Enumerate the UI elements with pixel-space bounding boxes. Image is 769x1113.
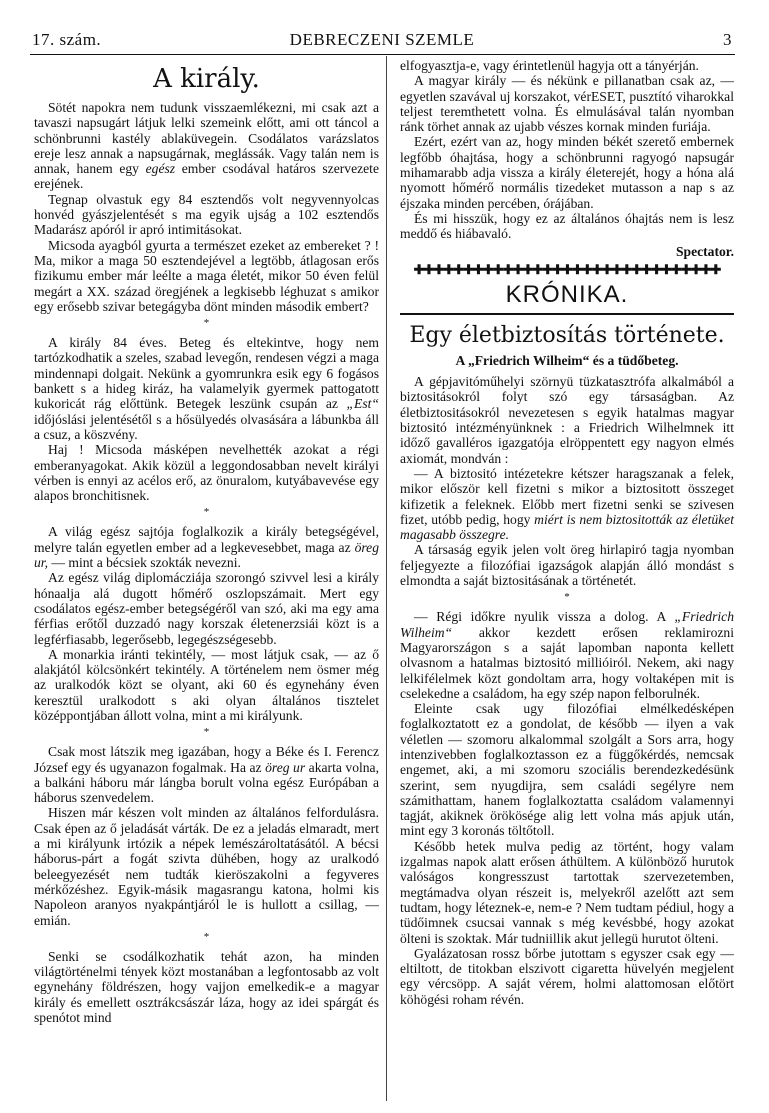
column-divider xyxy=(386,56,387,1101)
section-rule xyxy=(400,313,734,315)
signature: Spectator. xyxy=(675,243,734,259)
paragraph: És mi hisszük, hogy ez az általános óhajtás nem is lesz meddő és hiábavaló. xyxy=(400,210,734,242)
paragraph: Senki se csodálkozhatik tehát azon, ha minden világtörténelmi tények közt mostanában a legfontosabb az volt egynehány földrészen, hogy vajjon emelkedik-e a magyar király és emellett osztrákcsászár láza, hogy az idei spárgát és spenótot mind xyxy=(34,948,379,1026)
left-column xyxy=(34,58,379,1025)
paragraph: A gépjavitóműhelyi szörnyü tüzkatasztrófa alkalmából a biztositásokról folyt szó egy társaságban. Az életbiztositásokról nevezetesen s egyik hatalmas magyar biztositó intézményünknek : a Friedrich Wilhelmnek itt időző gavalléros igazgatója elröppentett egy nagyon elmés axiomát, mondván : xyxy=(400,374,734,466)
issue-number: 17. szám. xyxy=(32,30,102,49)
paragraph: A monarkia iránti tekintély, — most látjuk csak, — az ő alakjától kölcsönkért tekintély. A történelem nem ösmer még az uralkodók közt se olyant, aki 60 és egynehány éven keresztül uralkodott s aki olyan általános tisztelet középpontjában állott volna, mint a mi királyunk. xyxy=(34,646,379,723)
header-rule xyxy=(30,54,735,55)
page-number: 3 xyxy=(723,30,732,49)
page-header xyxy=(32,30,732,52)
section-title-kronika: KRÓNIKA. xyxy=(505,280,629,308)
paragraph: A világ egész sajtója foglalkozik a király betegségével, melyre talán egyetlen ember ad a legkevesebbet, maga az öreg ur, — mint a bécsiek szokták nevezni. xyxy=(34,524,379,571)
paragraph: Eleinte csak ugy filozófiai elmélkedésképen foglalkoztatott ez a gondolat, de később — ilyen a vak véletlen — szomoru alkalommal szolgált a Sors arra, hogy intenzivebben foglalkoztasson ez a függőkérdés, nemcsak engemet, aki, a mi szomoru szociális berendezkedésünk szerint, sem nyugdijra, sem családi segélyre nem számithattam, hanem foglalkoztatta családom valamennyi tagját, akiknek örökösége alig lett volna más apjuk után, mint egy 3 koronás töltőtoll. xyxy=(400,701,734,839)
section-star: * xyxy=(203,726,210,739)
article-subtitle: A „Friedrich Wilheim“ és a tüdőbeteg. xyxy=(455,352,679,368)
section-star: * xyxy=(203,506,210,519)
paragraph: Az egész világ diplomácziája szorongó szivvel lesi a király hónaalja alá dugott hőmérő oszlopszámait. Mert egy csodálatos egész-ember betegségéről van szó, aki ma egy ama férfias erőtől duzzadó nagy korszak életenerzsiái közt is a legférfiasabb, legerősebb, legegészségesebb. xyxy=(34,570,379,647)
section-star: * xyxy=(203,317,210,330)
paragraph: Csak most látszik meg igazában, hogy a Béke és I. Ferencz József egy és ugyanazon fogalmak. Ha az öreg ur akarta volna, a balkáni háboru már lángba borult volna egész Európában a háborus szenvedelem. xyxy=(34,744,379,806)
paragraph: Gyalázatosan rossz bőrbe jutottam s egyszer csak egy — eltiltott, de titokban elszivott cigaretta hüvelyén megjelent egy vércsöpp. A saját vérem, holmi alattomosan előtört köhögési roham révén. xyxy=(400,945,734,1007)
paragraph: A király 84 éves. Beteg és eltekintve, hogy nem tartózkodhatik a szeles, szabad levegőn, rendesen végzi a maga mindennapi dolgait. Nekünk a gyomrunkra esik egy 6 fogásos bankett s a hideg kiráz, ha valamelyik gyermek pattogatott kukoricát rág előttünk. Betegek leszünk csupán az „Est“ időjóslási jelentésétől s a hősülyedés olvasására a lábunkba áll a csuz, a köszvény. xyxy=(34,335,379,442)
paragraph: elfogyasztja-e, vagy érintetlenül hagyja ott a tányérján. xyxy=(400,58,699,73)
article-title-insurance: Egy életbiztosítás története. xyxy=(409,322,725,348)
paragraph: A társaság egyik jelen volt öreg hirlapiró tagja nyomban feljegyezte a filozófiai igazságok alapján álló mondást s elmondta a saját biztositásának a történetét. xyxy=(400,542,734,589)
cross-divider: ✚✚✚✚✚✚✚✚✚✚✚✚✚✚✚✚✚✚✚✚✚✚✚✚✚✚✚✚✚✚✚ xyxy=(413,262,721,277)
paragraph: Ezért, ezért van az, hogy minden békét szerető embernek legfőbb óhajtása, hogy a schönbrunni ragyogó napsugár mihamarabb adja vissza a király életerejét, hogy a hóna alá nyomott hőmérő normális tizedeket mutasson a nap s az éjszaka minden percében, órájában. xyxy=(400,134,734,211)
right-column xyxy=(400,58,734,1007)
paragraph: Micsoda ayagból gyurta a természet ezeket az embereket ? ! Ma, mikor a maga 50 esztendejével a legtöbb, átlagosan erős fizikumu ember már leélte a maga életét, mikor 50 éven felül megárt a XX. század öregjének a legkisebb léghuzat s amikor egy erősebb szivar betegágyba dönt minden második embert? xyxy=(34,237,379,314)
article-title-king: A király. xyxy=(153,64,260,94)
paragraph: Sötét napokra nem tudunk visszaemlékezni, mi csak azt a tavaszi napsugárt látjuk lelki szemeink előtt, ami ott táncol a schönbrunni kastély ablaküvegein. Csodálatos varázslatos ereje lesz annak a napsugárnak, meglássák. Vagy talán nem is annak, hanem egy egész ember csodával határos szervezete erejének. xyxy=(34,100,379,192)
paragraph: Később hetek mulva pedig az történt, hogy valam izgalmas napok alatt erősen áthültem. A különböző hurutok valóságos kongresszust tartottak szervezetemben, megtámadva olyan részeit is, melyekről azelőtt azt sem tudtam, hogy léteznek-e, nem-e ? Nem tudtam pédiul, hogy a tüdőimnek csucsai vannak s még kevésbbé, hogy azokat ölteni is szoktak. Már tudniillik akut jellegü hurutot ölteni. xyxy=(400,838,734,946)
section-star: * xyxy=(203,930,210,943)
paragraph: Hiszen már készen volt minden az általános felfordulásra. Csak épen az ő jeladását várták. De ez a jeladás elmaradt, mert a mi királyunk irtózik a népek lemészároltatásától. A bécsi háborus-párt a fogát szivta dühében, hogy az uralkodó beleegyezését nem tudták kieröszakolni a fegyveres mérkőzéshez. Egyik-másik magasrangu katona, holmi kis Napoleon aranyos nyakpántjáról le is hullott a csillag, — emián. xyxy=(34,805,379,928)
paragraph: Tegnap olvastuk egy 84 esztendős volt negyvennyolcas honvéd gyászjelentését s ma egyik ujság a 102 esztendős Madarász apóról ir apró intimitásokat. xyxy=(34,191,379,238)
paragraph: — A biztositó intézetekre kétszer haragszanak a felek, mikor először kell fizetni s mikor a biztositott összeget kifizetik a feleknek. Előbb mert fizetni senki se szivesen fizet, utóbb pedig, hogy miért is nem biztositották az életüket magasabb összegre. xyxy=(400,465,734,543)
section-star: * xyxy=(564,591,570,604)
paragraph: — Régi időkre nyulik vissza a dolog. A „Friedrich Wilheim“ akkor kezdett erősen reklamirozni Magyarországon s a saját lapomban naponta kellett olvasnom a hatalmas biztositó millióiról. Nekem, aki nagy lelkifélelmek közt gondoltam arra, hogy voltaképen mit is cselekedne a családom, ha egy szép napon felborulnék. xyxy=(400,609,734,701)
journal-title: DEBRECZENI SZEMLE xyxy=(289,30,475,49)
paragraph: Haj ! Micsoda másképen nevelhették azokat a régi emberanyagokat. Akik közül a leggondosabban nevelt királyi vérben is ennyi az acélos erő, az önuralom, kutyábavevése egy alapos bronchitisnek. xyxy=(34,442,379,504)
paragraph: A magyar király — és nékünk e pillanatban csak az, — egyetlen szavával uj korszakot, vérESET, pusztító viharokkal teljest teremthetett volna. És elmulásával talán nyomban ránk törhet annak az ujabb vészes kornak minden furiája. xyxy=(400,73,734,135)
